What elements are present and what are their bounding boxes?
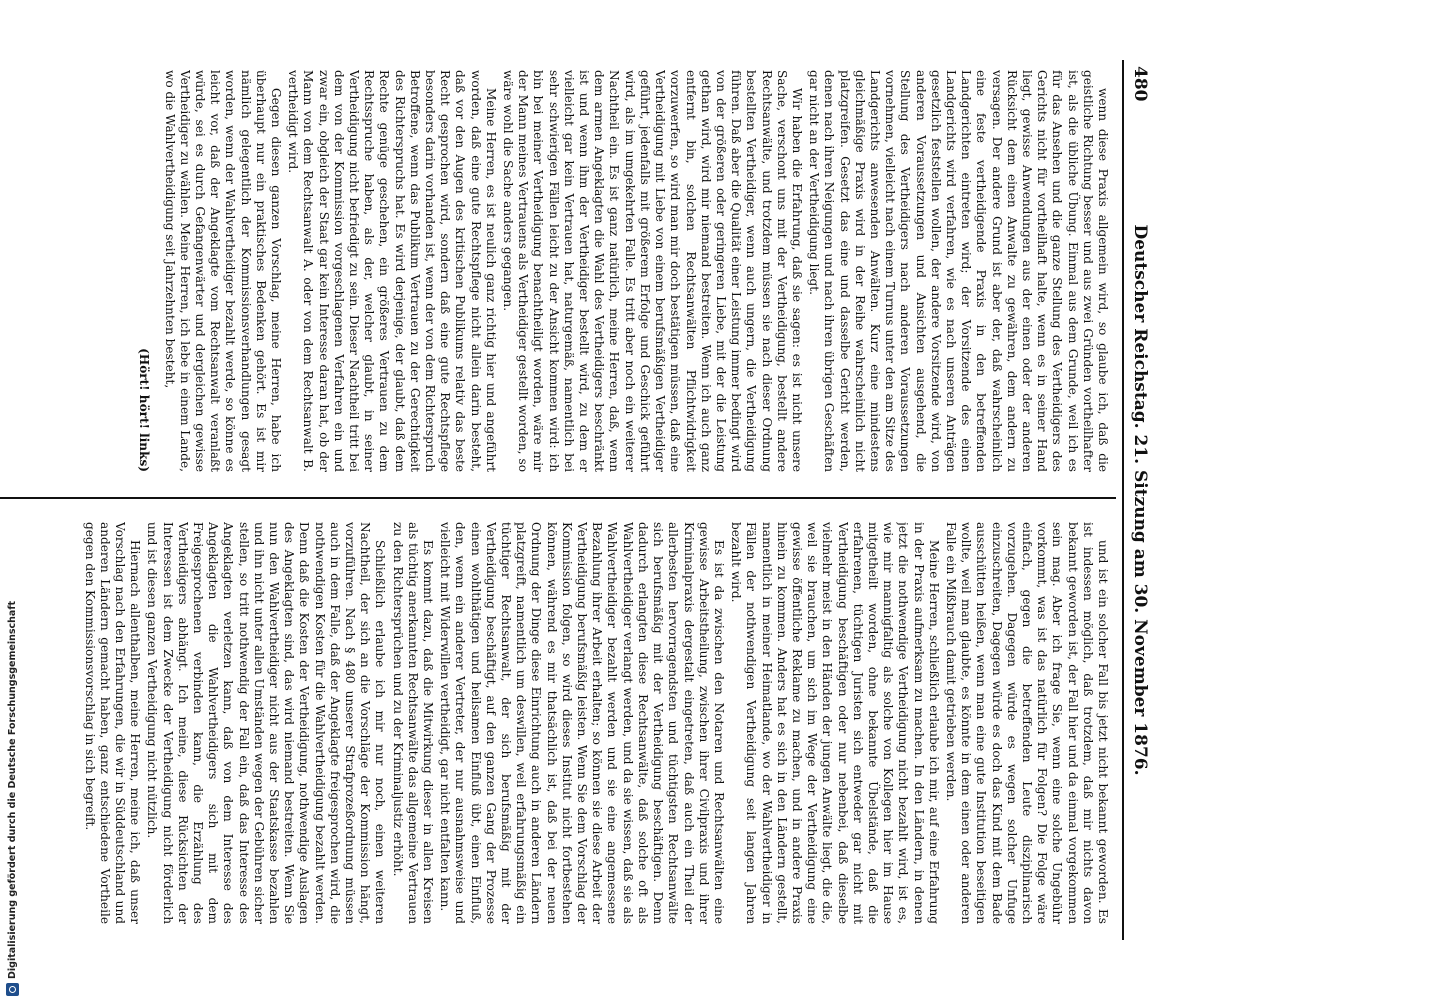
paragraph: Hiernach allenthalben, meine Herren, meine ich, daß unser Vorschlag nach den Erfahrungen, die wir in Süddeutschland und anderen Ländern gemacht haben, ganz entschiedene Vortheile gegen den Kommissionsvorschlag in sich begreift. (82, 522, 143, 924)
running-title: Deutscher Reichstag. 21. Sitzung am 30. November 1876. (1130, 224, 1150, 776)
paragraph: Es kommt dazu, daß die Mitwirkung dieser in allen Kreisen als tüchtig anerkannten Rechtsanwälte das allgemeine Vertrauen zu den Richtersprüchen und zu der Kriminaljustiz erhöht. (390, 522, 436, 924)
dfg-logo-icon (6, 983, 19, 996)
column-divider (0, 497, 1116, 499)
paragraph: Meine Herren, schließlich erlaube ich mir, auf eine Erfahrung in der Praxis aufmerksam zu machen. In den Ländern, in denen jetzt die nothwendige Vertheidigung nicht bezahlt wird, ist es, wie mir mannigfaltig als solche von Kollegen hier im Hause mitgetheilt worden, ohne bekannte Übelstände, daß die erfahrenen, tüchtigen Juristen sich entweder gar nicht mit Vertheidigung beschäftigen oder nur nebenbei, daß dieselbe vielmehr meist in den Händen der jungen Anwälte liegt, die die, weil sie brauchen, um sich im Wege der Vertheidigung eine gewisse öffentliche Reklame zu machen, und in andere Praxis hinein zu kommen. Anders hat es sich in den Ländern gestellt, namentlich in meiner Heimatlande, wo der Wahlvertheidiger in Fällen der nothwendigen Vertheidigung seit langen Jahren bezahlt wird. (729, 522, 941, 924)
paragraph: Meine Herren, es ist neulich ganz richtig hier und angeführt worden, daß eine gute Rechtspflege nicht allein darin besteht, daß vor den Augen des kritischen Publikums relativ das beste Recht gesprochen wird, sondern daß eine gute Rechtspflege besonders darin vorhanden ist, wenn der von dem Richterspruch Betroffene, wenn das Publikum Vertrauen zu der Gerechtigkeit des Richterspruchs hat. Es wird derjenige, der glaubt, daß dem Rechte genüge geschehen, ein größeres Vertrauen zu dem Rechtsspruche haben, als der, welcher glaubt, in seiner Vertheidigung nicht befriedigt zu sein. Dieser Nachtheil tritt bei dem von der Kommission vorgeschlagenen Verfahren ein und zwar ein, obgleich der Staat gar kein Interesse daran hat, ob der Mann von dem Rechtsanwalt A. oder von dem Rechtsanwalt B. vertheidigt wird. (286, 70, 498, 472)
paragraph: Es ist da zwischen den Notaren und Rechtsanwälten eine gewisse Arbeitstheilung, zwischen ihrer Civilpraxis und ihrer Kriminalpraxis dergestalt eingetreten, daß auch ein Theil der allerbesten hervorragendsten und tüchtigsten Rechtsanwälte sich berufsmäßig mit der Vertheidigung beschäftigen. Denn dadurch erlangten diese Rechtsanwälte, daß solche oft als Wahlvertheidiger verlangt werden, und da sie wissen, daß sie als Wahlvertheidiger bezahlt werden und sie eine angemessene Bezahlung ihrer Arbeit erhalten; so können sie diese Arbeit der Vertheidigung berufsmäßig leisten. Wenn Sie dem Vorschlag der Kommission folgen, so wird dieses Institut nicht fortbestehen können, während es mir thatsächlich ist, daß bei der neuen Ordnung der Dinge diese Einrichtung auch in anderen Ländern platzgreift, namentlich um deswillen, weil erfahrungsmäßig ein tüchtiger Rechtsanwalt, der sich berufsmäßig mit der Vertheidigung beschäftigt, auf den ganzen Gang der Prozesse einen wohlthätigen und heilsamen Einfluß übt, einen Einfluß, den, wenn ein anderer Vertreter, der nur ausnahmsweise und vielleicht mit Widerwillen vertheidigt, gar nicht entfalten kann. (438, 522, 726, 924)
paragraph: wenn diese Praxis allgemein wird, so glaube ich, daß die geistliche Richtung besser und aus zwei Gründen vortheilhafter ist, als die übliche Übung. Einmal aus dem Grunde, weil ich es für das Ansehen und die ganze Stellung des Vertheidigers des Gerichts nicht für vortheilhaft halte, wenn es in seiner Hand liegt, gewisse Anwendungen aus der einen oder der anderen Rücksicht dem einen Anwalte zu gewähren, dem andern zu versagen. Der andere Grund ist aber der, daß wahrscheinlich eine feste vertheidigende Praxis in den betreffenden Landgerichten eintreten wird; der Vorsitzende des einen Landgerichts wird verfahren, wie es nach unseren Anträgen gesetzlich feststellen wollen, der andere Vorsitzende wird, von anderen Voraussetzungen und Ansichten ausgehend, die Stellung des Vertheidigers nach anderen Voraussetzungen vornehmen, vielleicht nach einem Turnus unter den am Sitze des Landgerichts anwesenden Anwälten. Kurz eine mindestens gleichmäßige Praxis wird in der Reihe wahrscheinlich nicht platzgreifen. Gesetzt das eine und dasselbe Gericht werden, denen nach ihren Neigungen und nach ihren übrigen Geschäften gar nicht an der Vertheidigung liegt. (807, 70, 1110, 472)
closing-remark: (Hört! hört! links) (137, 348, 152, 472)
paragraph: Gegen diesen ganzen Vorschlag, meine Herren, habe ich überhaupt nur ein praktisches Bedenken gehört. Es ist mir nämlich gelegentlich der Kommissionsverhandlungen gesagt worden, wenn der Wahlvertheidiger bezahlt werde, so könne es leicht vor, daß der Angeklagte vom Rechtsanwalt veranlaßt würde, sei es durch Gefangenwärter und dergleichen gewisse Vertheidiger zu wählen. Meine Herren, ich lebe in einem Lande, wo die Wahlvertheidigung seit Jahrzehnten besteht, (162, 70, 284, 472)
text-column-left (0, 70, 1110, 472)
running-header (1122, 60, 1154, 940)
text-column-right (0, 522, 1110, 924)
paragraph: und ist ein solcher Fall bis jetzt nicht bekannt geworden. Es ist indessen möglich, daß trotzdem, daß mir nichts davon bekannt geworden ist, der Fall hier und da einmal vorgekommen sein mag. Aber ich frage Sie, wenn eine solche Ungebühr vorkommt, was ist das natürlich für Folgen? Die Folge wäre einfach, gegen die betreffenden Leute disziplinarisch vorzugehen. Dagegen würde es wegen solcher Unfuge einzuschreiten, Dagegen würde es doch das Kind mit dem Bade ausschütten heißen, wenn man eine gute Institution beseitigen wollte, weil man glaubte, es könnte in dem einen oder anderen Falle ein Mißbrauch damit getrieben werden. (943, 522, 1110, 924)
paragraph: Schließlich erlaube ich mir nur noch, einen weiteren Nachtheil, der sich an die Vorschläge der Kommission hängt, vorzuführen. Nach § 480 unserer Strafprozeßordnung müssen auch in dem Falle, daß der Angeklagte freigesprochen wird, die nothwendigen Kosten für die Wahlvertheidigung bezahlt werden. Denn daß die Kosten der Vertheidigung, nothwendige Auslagen des Angeklagten sind, das wird niemand bestreiten. Wenn Sie nun den Wahlvertheidiger nicht aus der Staatskasse bezahlen und ihn nicht unter allen Umständen wegen der Gebühren sicher stellen, so tritt nothwendig der Fall ein, daß das Interesse des Angeklagten verletzen kann, daß von dem Interesse des Angeklagten die Wahlvertheidigers sich mit dem Freigesprochenen verbinden kann, die Erzählung des Vertheidigers abhängt. Ich meine, diese Rücksichten der Interessen ist dem Zwecke der Vertheidigung nicht förderlich und ist diesen ganzen Vertheidigung nicht nützlich. (145, 522, 388, 924)
credit-text: Digitalisierung gefördert durch die Deutsche Forschungsgemeinschaft (6, 601, 18, 979)
paragraph: Wir haben die Erfahrung, daß sie sagen: es ist nicht unsere Sache, verschont uns mit der Vertheidigung, bestellt andere Rechtsanwälte, und trotzdem müssen sie nach dieser Ordnung bestellten Vertheidiger, wenn auch ungern, die Vertheidigung führen. Daß aber die Qualität einer Leistung immer bedingt wird von der größeren oder geringeren Liebe, mit der die Leistung gethan wird, wird mir niemand bestreiten. Wenn ich auch ganz entfernt bin, solchen Rechtsanwälten Pflichtwidrigkeit vorzuwerfen, so wird man mir doch bestätigen müssen, daß eine Vertheidigung mit Liebe von einem berufsmäßigen Vertheidiger geführt, jedenfalls mit größerem Erfolge und Geschick geführt wird, als im umgekehrten Falle. Es tritt aber noch ein weiterer Nachtheil ein. Es ist ganz natürlich, meine Herren, daß, wenn dem armen Angeklagten die Wahl des Vertheidigers beschränkt ist und wenn ihm der Vertheidiger bestellt wird, zu dem er vielleicht gar kein Vertrauen hat, naturgemäß, namentlich bei sehr schwierigen Fällen leicht zu der Ansicht kommen wird: ich bin bei meiner Vertheidigung benachtheiligt worden, wäre mir der Mann meines Vertrauens als Vertheidiger gestellt worden, so wäre wohl die Sache anders gegangen. (501, 70, 804, 472)
page-number: 480 (1130, 66, 1150, 102)
document-page (0, 60, 1154, 940)
digitization-credit (4, 600, 20, 996)
